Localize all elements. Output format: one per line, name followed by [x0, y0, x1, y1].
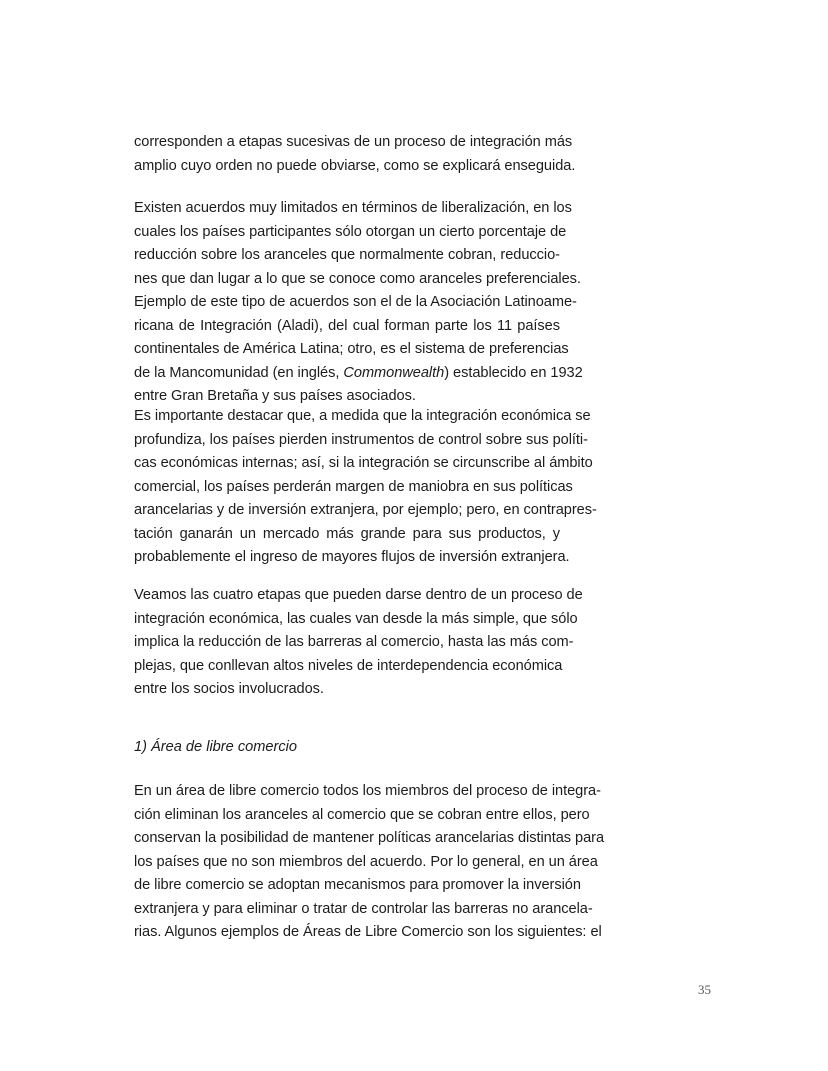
text-line: ricana de Integración (Aladi), del cual forman parte los 11 países: [134, 317, 560, 334]
text-line: amplio cuyo orden no puede obviarse, como se explicará enseguida.: [134, 157, 576, 174]
text-line: de libre comercio se adoptan mecanismos para promover la inversión: [134, 877, 581, 893]
text-line: conservan la posibilidad de mantener políticas arancelarias distintas para: [134, 830, 605, 846]
text-line: cuales los países participantes sólo otorgan un cierto porcentaje de: [134, 223, 567, 240]
paragraph-2: [134, 197, 583, 409]
text-line: probablemente el ingreso de mayores flujos de inversión extranjera.: [134, 549, 570, 565]
text-line: reducción sobre los aranceles que normalmente cobran, reduccio-: [134, 247, 560, 263]
paragraph-4: [134, 584, 583, 702]
text-line: continentales de América Latina; otro, es el sistema de preferencias: [134, 341, 569, 357]
text-line: implica la reducción de las barreras al comercio, hasta las más com-: [134, 634, 574, 650]
paragraph-3: [134, 405, 597, 570]
text-line: comercial, los países perderán margen de maniobra en sus políticas: [134, 478, 573, 495]
text-line: arancelarias y de inversión extranjera, por ejemplo; pero, en contrapres-: [134, 502, 597, 518]
paragraph-5: [134, 780, 605, 945]
text-line: Es importante destacar que, a medida que la integración económica se: [134, 408, 591, 424]
text-line: tación ganarán un mercado más grande para sus productos, y: [134, 525, 560, 542]
text-line: En un área de libre comercio todos los miembros del proceso de integra-: [134, 783, 601, 799]
text-line: los países que no son miembros del acuerdo. Por lo general, en un área: [134, 853, 598, 870]
text-line: Ejemplo de este tipo de acuerdos son el de la Asociación Latinoame-: [134, 294, 577, 310]
text-line: profundiza, los países pierden instrumentos de control sobre sus políti-: [134, 431, 588, 448]
paragraph-1: [134, 131, 576, 178]
page-number: 35: [698, 982, 711, 997]
text-fragment: de la Mancomunidad (en inglés,: [134, 364, 344, 381]
text-line: entre Gran Bretaña y sus países asociados.: [134, 388, 416, 404]
text-line-commonwealth: [134, 362, 583, 386]
text-line: nes que dan lugar a lo que se conoce como aranceles preferenciales.: [134, 270, 581, 287]
italic-term: Commonwealth: [343, 364, 445, 381]
text-line: Existen acuerdos muy limitados en términos de liberalización, en los: [134, 200, 572, 216]
text-line: cas económicas internas; así, si la integración se circunscribe al ámbito: [134, 455, 593, 471]
text-fragment: ) establecido en 1932: [444, 364, 583, 381]
text-line: rias. Algunos ejemplos de Áreas de Libre Comercio son los siguientes: el: [134, 924, 602, 940]
text-line: corresponden a etapas sucesivas de un proceso de integración más: [134, 134, 573, 150]
text-line: entre los socios involucrados.: [134, 681, 324, 697]
text-line: Veamos las cuatro etapas que pueden darse dentro de un proceso de: [134, 587, 583, 603]
text-line: plejas, que conllevan altos niveles de interdependencia económica: [134, 657, 563, 674]
section-heading: 1) Área de libre comercio: [134, 739, 298, 755]
text-line: integración económica, las cuales van desde la más simple, que sólo: [134, 610, 578, 627]
text-line: ción eliminan los aranceles al comercio que se cobran entre ellos, pero: [134, 806, 590, 823]
text-line: extranjera y para eliminar o tratar de controlar las barreras no arancela-: [134, 900, 593, 917]
